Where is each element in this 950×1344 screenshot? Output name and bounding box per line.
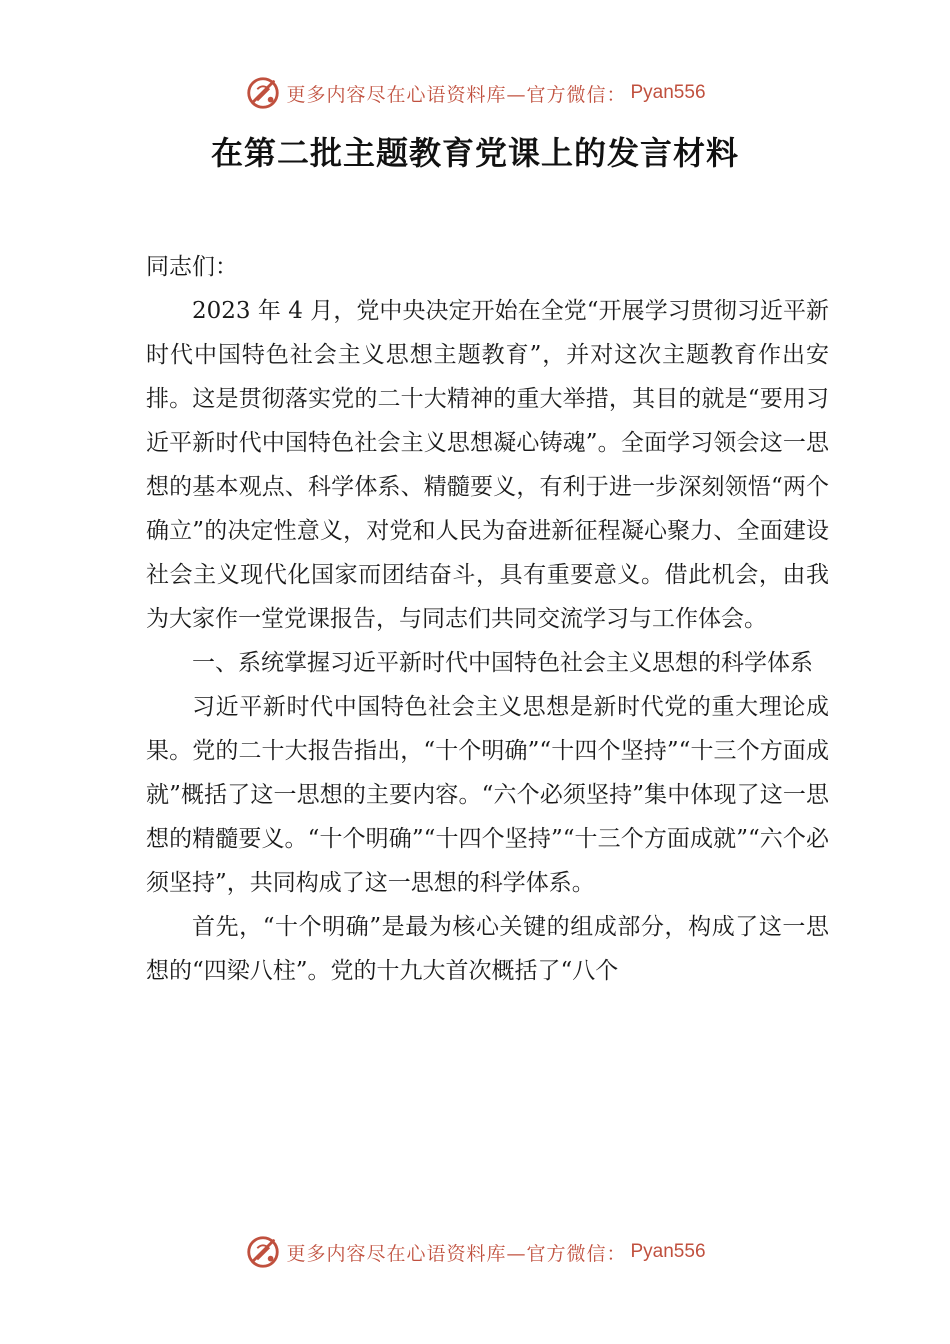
document-body	[146, 245, 829, 993]
section-heading-1: 一、系统掌握习近平新时代中国特色社会主义思想的科学体系	[192, 650, 813, 676]
brand-logo-icon	[244, 1233, 282, 1271]
footer-watermark	[0, 1232, 950, 1272]
header-watermark	[0, 73, 950, 113]
watermark-text: 更多内容尽在心语资料库—官方微信：	[286, 83, 627, 106]
salutation: 同志们：	[146, 254, 238, 280]
paragraph-intro: 2023 年 4 月，党中央决定开始在全党“开展学习贯彻习近平新时代中国特色社会主义思想主题教育”，并对这次主题教育作出安排。这是贯彻落实党的二十大精神的重大举措，其目的就是“要用习近平新时代中国特色社会主义思想凝心铸魂”。全面学习领会这一思想的基本观点、科学体系、精髓要义，有利于进一步深刻领悟“两个确立”的决定性意义，对党和人民为奋进新征程凝心聚力、全面建设社会主义现代化国家而团结奋斗，具有重要意义。借此机会，由我为大家作一堂党课报告，与同志们共同交流学习与工作体会。	[146, 298, 829, 632]
paragraph-first-point: 首先，“十个明确”是最为核心关键的组成部分，构成了这一思想的“四梁八柱”。党的十九大首次概括了“八个	[146, 914, 829, 984]
document-title: 在第二批主题教育党课上的发言材料	[210, 134, 739, 172]
watermark-account: Pyan556	[630, 82, 706, 103]
brand-logo-icon	[244, 74, 282, 112]
watermark-account: Pyan556	[630, 1241, 706, 1262]
watermark-text: 更多内容尽在心语资料库—官方微信：	[286, 1242, 627, 1265]
paragraph-section-1: 习近平新时代中国特色社会主义思想是新时代党的重大理论成果。党的二十大报告指出，“十个明确”“十四个坚持”“十三个方面成就”概括了这一思想的主要内容。“六个必须坚持”集中体现了这一思想的精髓要义。“十个明确”“十四个坚持”“十三个方面成就”“六个必须坚持”，共同构成了这一思想的科学体系。	[146, 694, 829, 896]
